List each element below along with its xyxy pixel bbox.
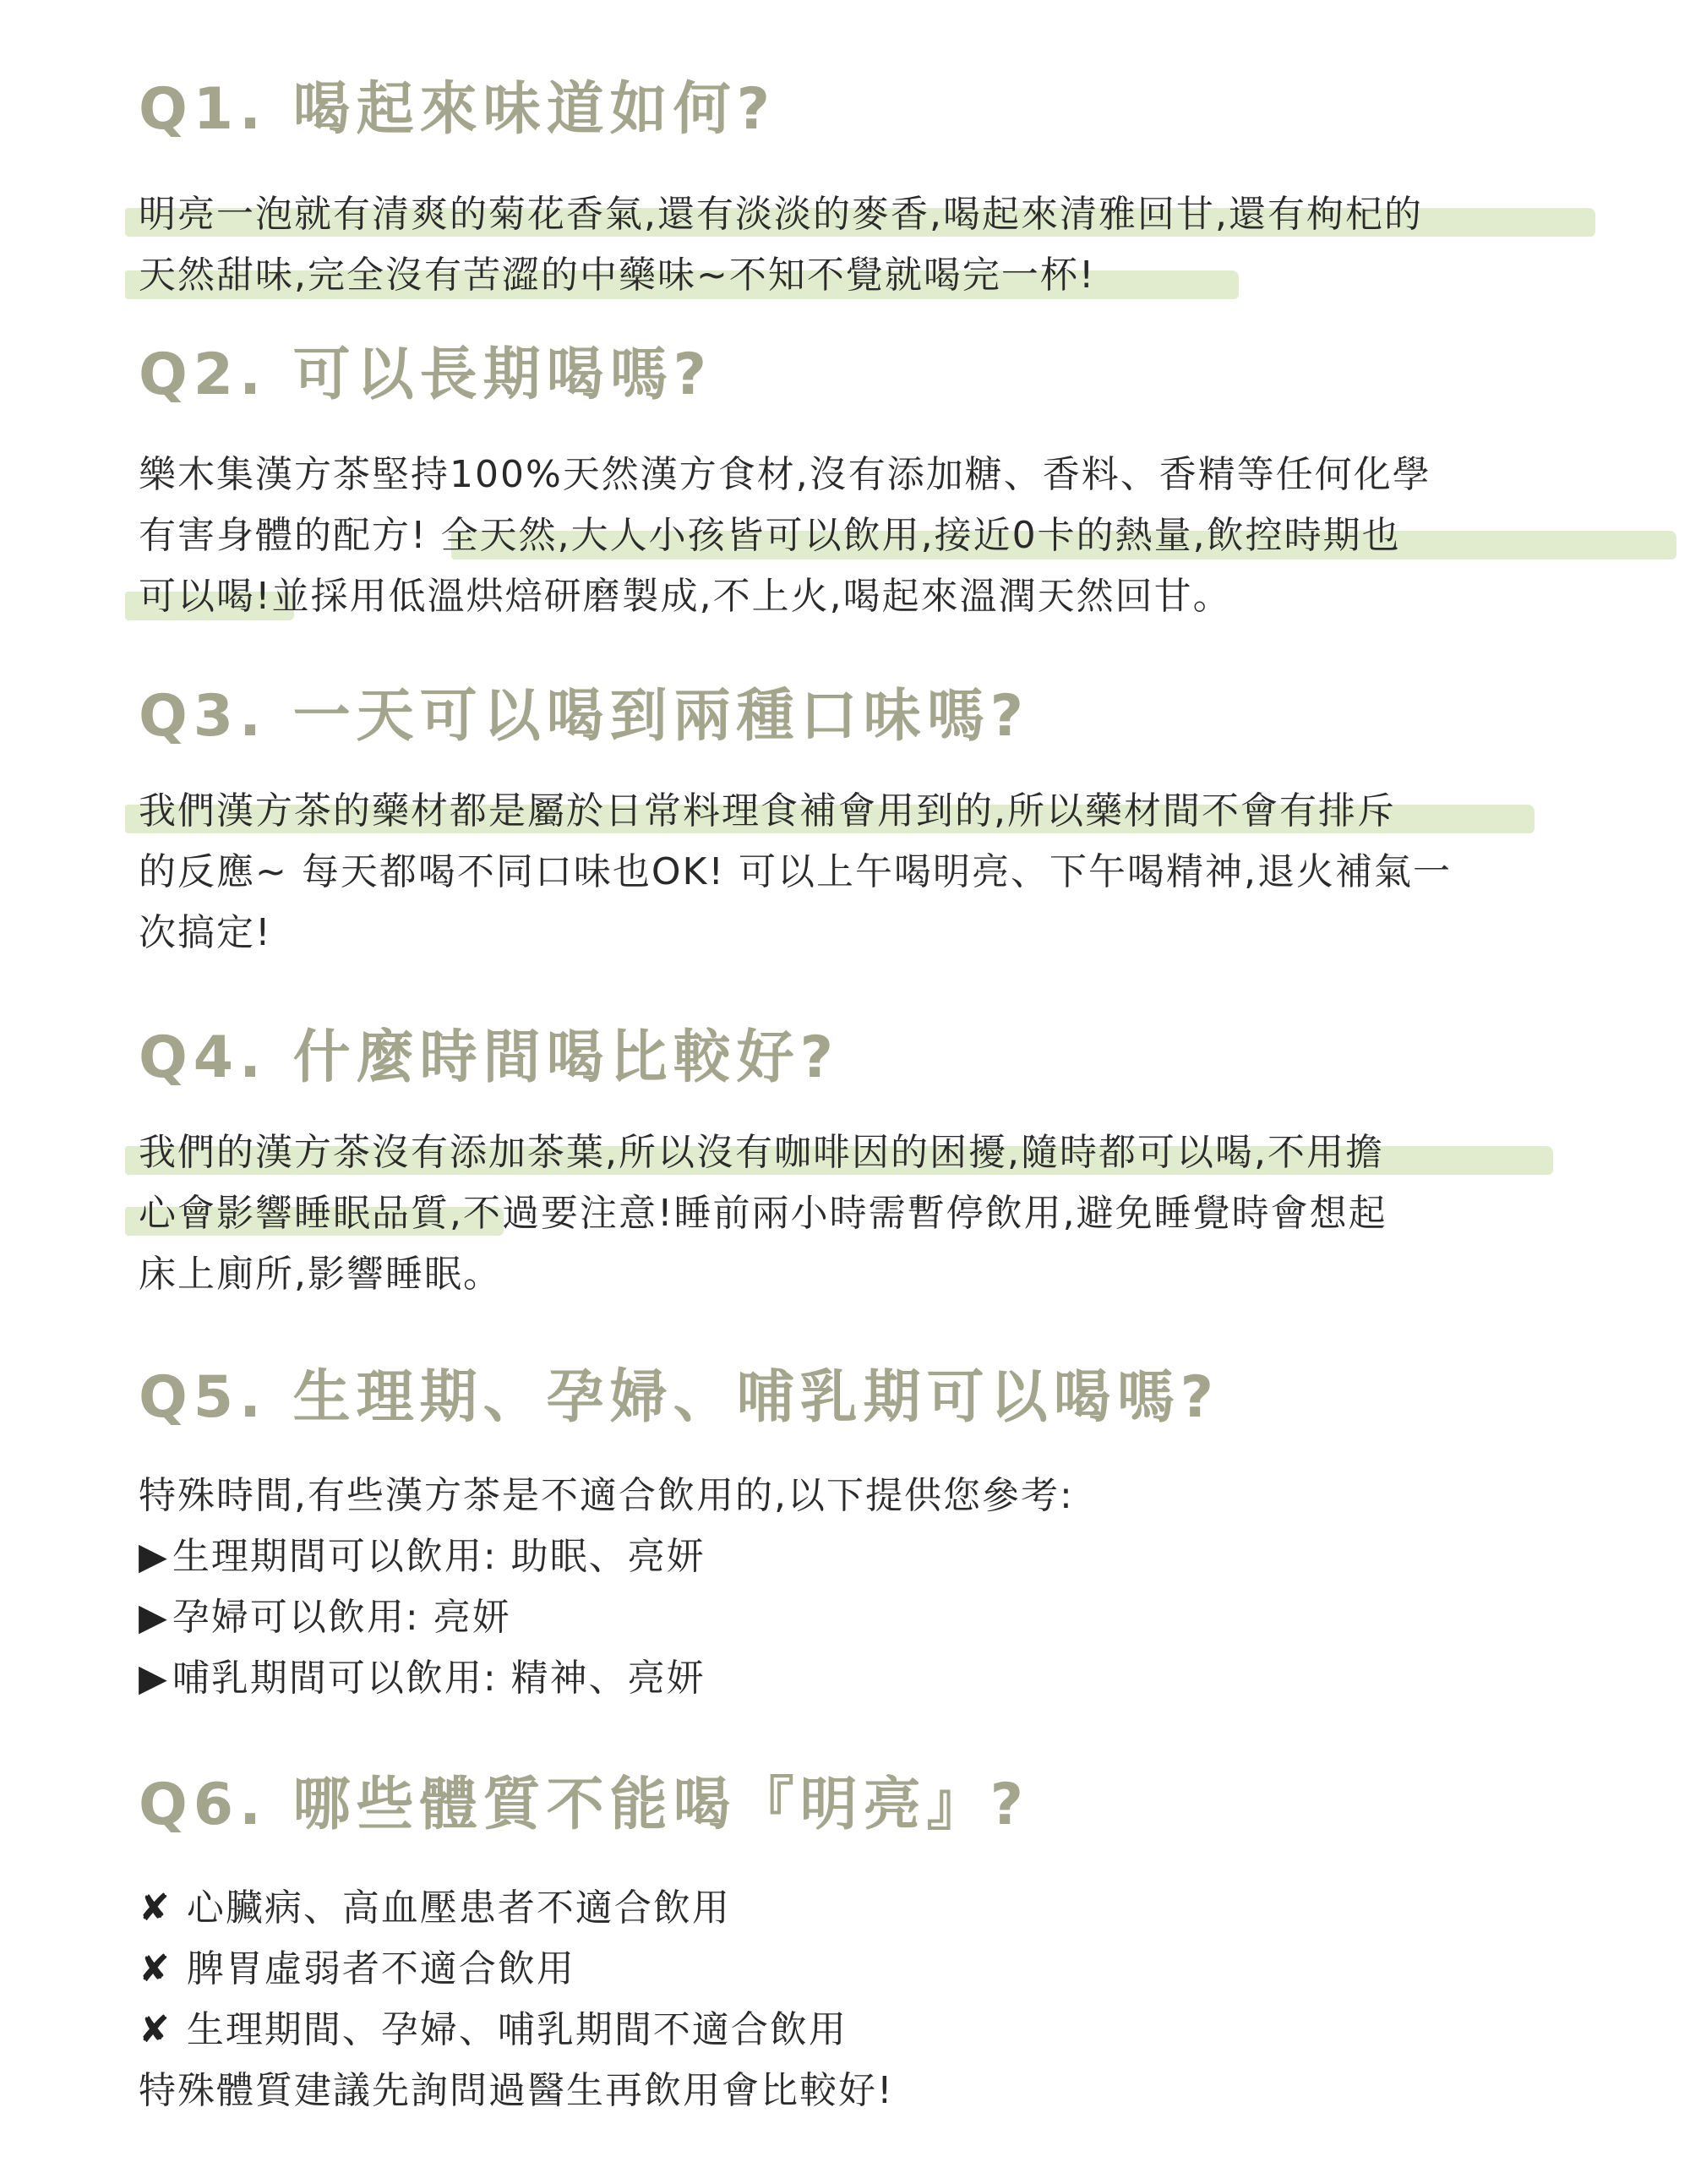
list-item: ▶生理期間可以飲用: 助眠、亮妍 [139, 1526, 1592, 1587]
list-item: ▶哺乳期間可以飲用: 精神、亮妍 [139, 1648, 1592, 1709]
list-item: ✘ 脾胃虛弱者不適合飲用 [139, 1939, 1592, 2000]
faq-item-q1 [139, 74, 1575, 297]
faq-item-q3 [139, 681, 1575, 954]
faq-item-q5 [139, 1362, 1575, 1700]
play-triangle-icon: ▶ [139, 1535, 169, 1578]
answer-line: 有害身體的配方! 全天然,大人小孩皆可以飲用,接近0卡的熱量,飲控時期也 [139, 505, 1592, 566]
answer-line: 心會影響睡眠品質,不過要注意!睡前兩小時需暫停飲用,避免睡覺時會想起 [139, 1183, 1592, 1244]
answer-line: 的反應~ 每天都喝不同口味也OK! 可以上午喝明亮、下午喝精神,退火補氣一 [139, 850, 1452, 893]
faq-answer-q2 [139, 445, 1592, 627]
faq-question-q2: Q2. 可以長期喝嗎? [139, 341, 713, 408]
answer-line: 我們的漢方茶沒有添加茶葉,所以沒有咖啡因的困擾,隨時都可以喝,不用擔 [139, 1122, 1592, 1183]
faq-question-q6: Q6. 哪些體質不能喝『明亮』? [139, 1772, 1030, 1838]
faq-item-q2 [139, 340, 1575, 618]
faq-answer-q3 [139, 781, 1592, 964]
list-item: ✘ 心臟病、高血壓患者不適合飲用 [139, 1878, 1592, 1939]
answer-line: 明亮一泡就有清爽的菊花香氣,還有淡淡的麥香,喝起來清雅回甘,還有枸杞的 [139, 184, 1592, 245]
cross-icon: ✘ [139, 1886, 172, 1930]
faq-answer-q5 [139, 1466, 1592, 1709]
faq-question-q5: Q5. 生理期、孕婦、哺乳期可以喝嗎? [139, 1364, 1220, 1431]
play-triangle-icon: ▶ [139, 1657, 169, 1700]
answer-line: 天然甜味,完全沒有苦澀的中藥味~不知不覺就喝完一杯! [139, 245, 1592, 306]
cross-icon: ✘ [139, 2008, 172, 2051]
faq-item-q6 [139, 1770, 1575, 2112]
answer-line: 樂木集漢方茶堅持100%天然漢方食材,沒有添加糖、香料、香精等任何化學 [139, 453, 1431, 496]
faq-question-q3: Q3. 一天可以喝到兩種口味嗎? [139, 683, 1030, 750]
faq-answer-q4 [139, 1122, 1592, 1305]
cross-icon: ✘ [139, 1947, 172, 1990]
list-item: ▶孕婦可以飲用: 亮妍 [139, 1587, 1592, 1648]
faq-answer-q1 [139, 184, 1592, 306]
faq-item-q4 [139, 1023, 1575, 1296]
list-item: ✘ 生理期間、孕婦、哺乳期間不適合飲用 [139, 2000, 1592, 2061]
faq-question-q4: Q4. 什麼時間喝比較好? [139, 1024, 840, 1091]
answer-footer: 特殊體質建議先詢問過醫生再飲用會比較好! [139, 2069, 894, 2112]
answer-line: 我們漢方茶的藥材都是屬於日常料理食補會用到的,所以藥材間不會有排斥 [139, 781, 1592, 842]
play-triangle-icon: ▶ [139, 1596, 169, 1639]
faq-answer-q6 [139, 1878, 1592, 2121]
answer-line: 次搞定! [139, 911, 272, 954]
faq-question-q1: Q1. 喝起來味道如何? [139, 76, 777, 143]
answer-line: 床上廁所,影響睡眠。 [139, 1253, 502, 1296]
answer-intro: 特殊時間,有些漢方茶是不適合飲用的,以下提供您參考: [139, 1474, 1074, 1517]
answer-line: 可以喝!並採用低溫烘焙研磨製成,不上火,喝起來溫潤天然回甘。 [139, 566, 1592, 627]
